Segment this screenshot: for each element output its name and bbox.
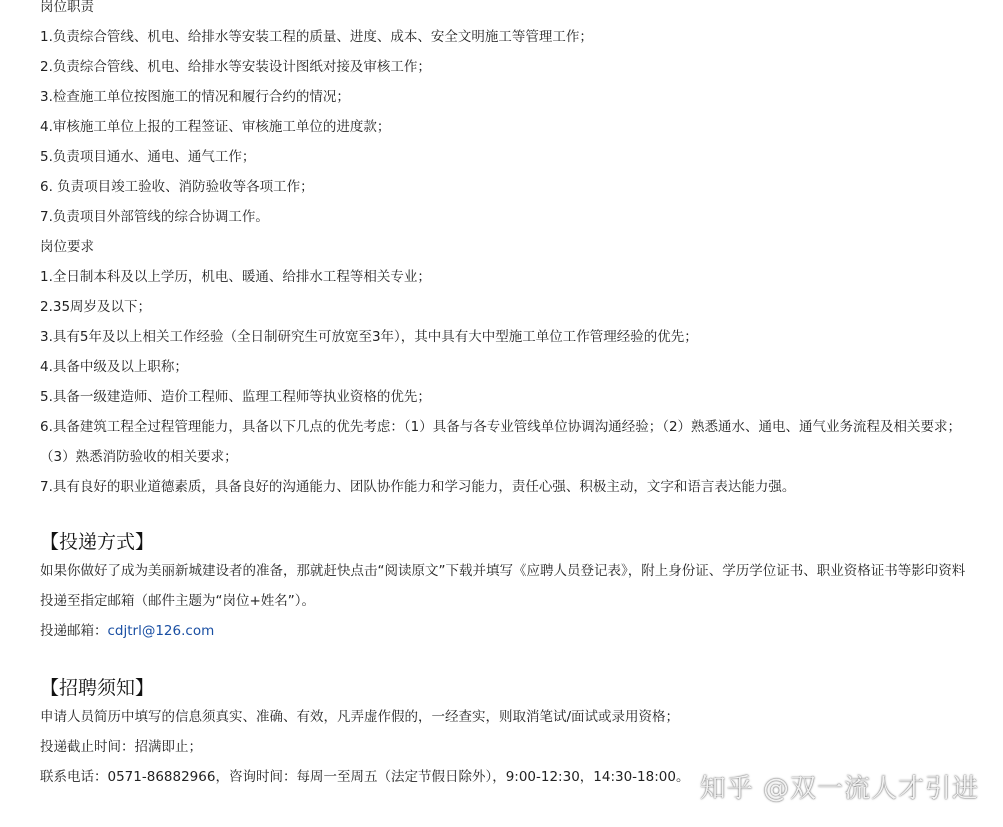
submission-email-row: [40, 616, 975, 646]
requirement-item: 6.具备建筑工程全过程管理能力，具备以下几点的优先考虑：（1）具备与各专业管线单位协调沟通经验；（2）熟悉通水、通电、通气业务流程及相关要求；（3）熟悉消防验收的相关要求；: [40, 419, 962, 465]
zhihu-watermark: 知乎 @双一流人才引进: [699, 774, 979, 804]
requirement-item: 1.全日制本科及以上学历，机电、暖通、给排水工程等相关专业；: [40, 269, 431, 285]
email-label: 投递邮箱：: [40, 623, 108, 639]
notice-item: 申请人员简历中填写的信息须真实、准确、有效，凡弄虚作假的，一经查实，则取消笔试/面试或录用资格；: [40, 709, 680, 725]
responsibility-item: 3.检查施工单位按图施工的情况和履行合约的情况；: [40, 89, 350, 105]
email-link[interactable]: cdjtrl@126.com: [107, 623, 215, 639]
submission-description: 如果你做好了成为美丽新城建设者的准备，那就赶快点击“阅读原文”下载并填写《应聘人员登记表》，附上身份证、学历学位证书、职业资格证书等影印资料投递至指定邮箱（邮件主题为“岗位+姓名”）。: [40, 563, 966, 609]
submission-title: 【投递方式】: [40, 531, 155, 553]
requirement-item: 5.具备一级建造师、造价工程师、监理工程师等执业资格的优先；: [40, 389, 431, 405]
requirement-item: 7.具有良好的职业道德素质，具备良好的沟通能力、团队协作能力和学习能力，责任心强、积极主动，文字和语言表达能力强。: [40, 479, 796, 495]
responsibility-item: 2.负责综合管线、机电、给排水等安装设计图纸对接及审核工作；: [40, 59, 431, 75]
responsibility-item: 7.负责项目外部管线的综合协调工作。: [40, 209, 269, 225]
section-spacer: [40, 502, 975, 528]
notice-title: 【招聘须知】: [40, 677, 155, 699]
responsibility-item: 6. 负责项目竣工验收、消防验收等各项工作；: [40, 179, 314, 195]
requirement-item: 3.具有5年及以上相关工作经验（全日制研究生可放宽至3年），其中具有大中型施工单位工作管理经验的优先；: [40, 329, 698, 345]
responsibilities-heading: 岗位职责: [40, 0, 94, 15]
responsibility-item: 5.负责项目通水、通电、通气工作；: [40, 149, 256, 165]
responsibility-item: 4.审核施工单位上报的工程签证、审核施工单位的进度款；: [40, 119, 391, 135]
responsibility-item: 1.负责综合管线、机电、给排水等安装工程的质量、进度、成本、安全文明施工等管理工作；: [40, 29, 593, 45]
requirement-item: 4.具备中级及以上职称；: [40, 359, 188, 375]
requirement-item: 2.35周岁及以下；: [40, 299, 152, 315]
section-spacer: [40, 646, 975, 674]
requirements-heading: 岗位要求: [40, 239, 94, 255]
job-posting: [40, 0, 975, 792]
notice-item: 投递截止时间：招满即止；: [40, 739, 202, 755]
notice-item: 联系电话：0571-86882966，咨询时间：每周一至周五（法定节假日除外），9:00-12:30，14:30-18:00。: [40, 769, 690, 785]
